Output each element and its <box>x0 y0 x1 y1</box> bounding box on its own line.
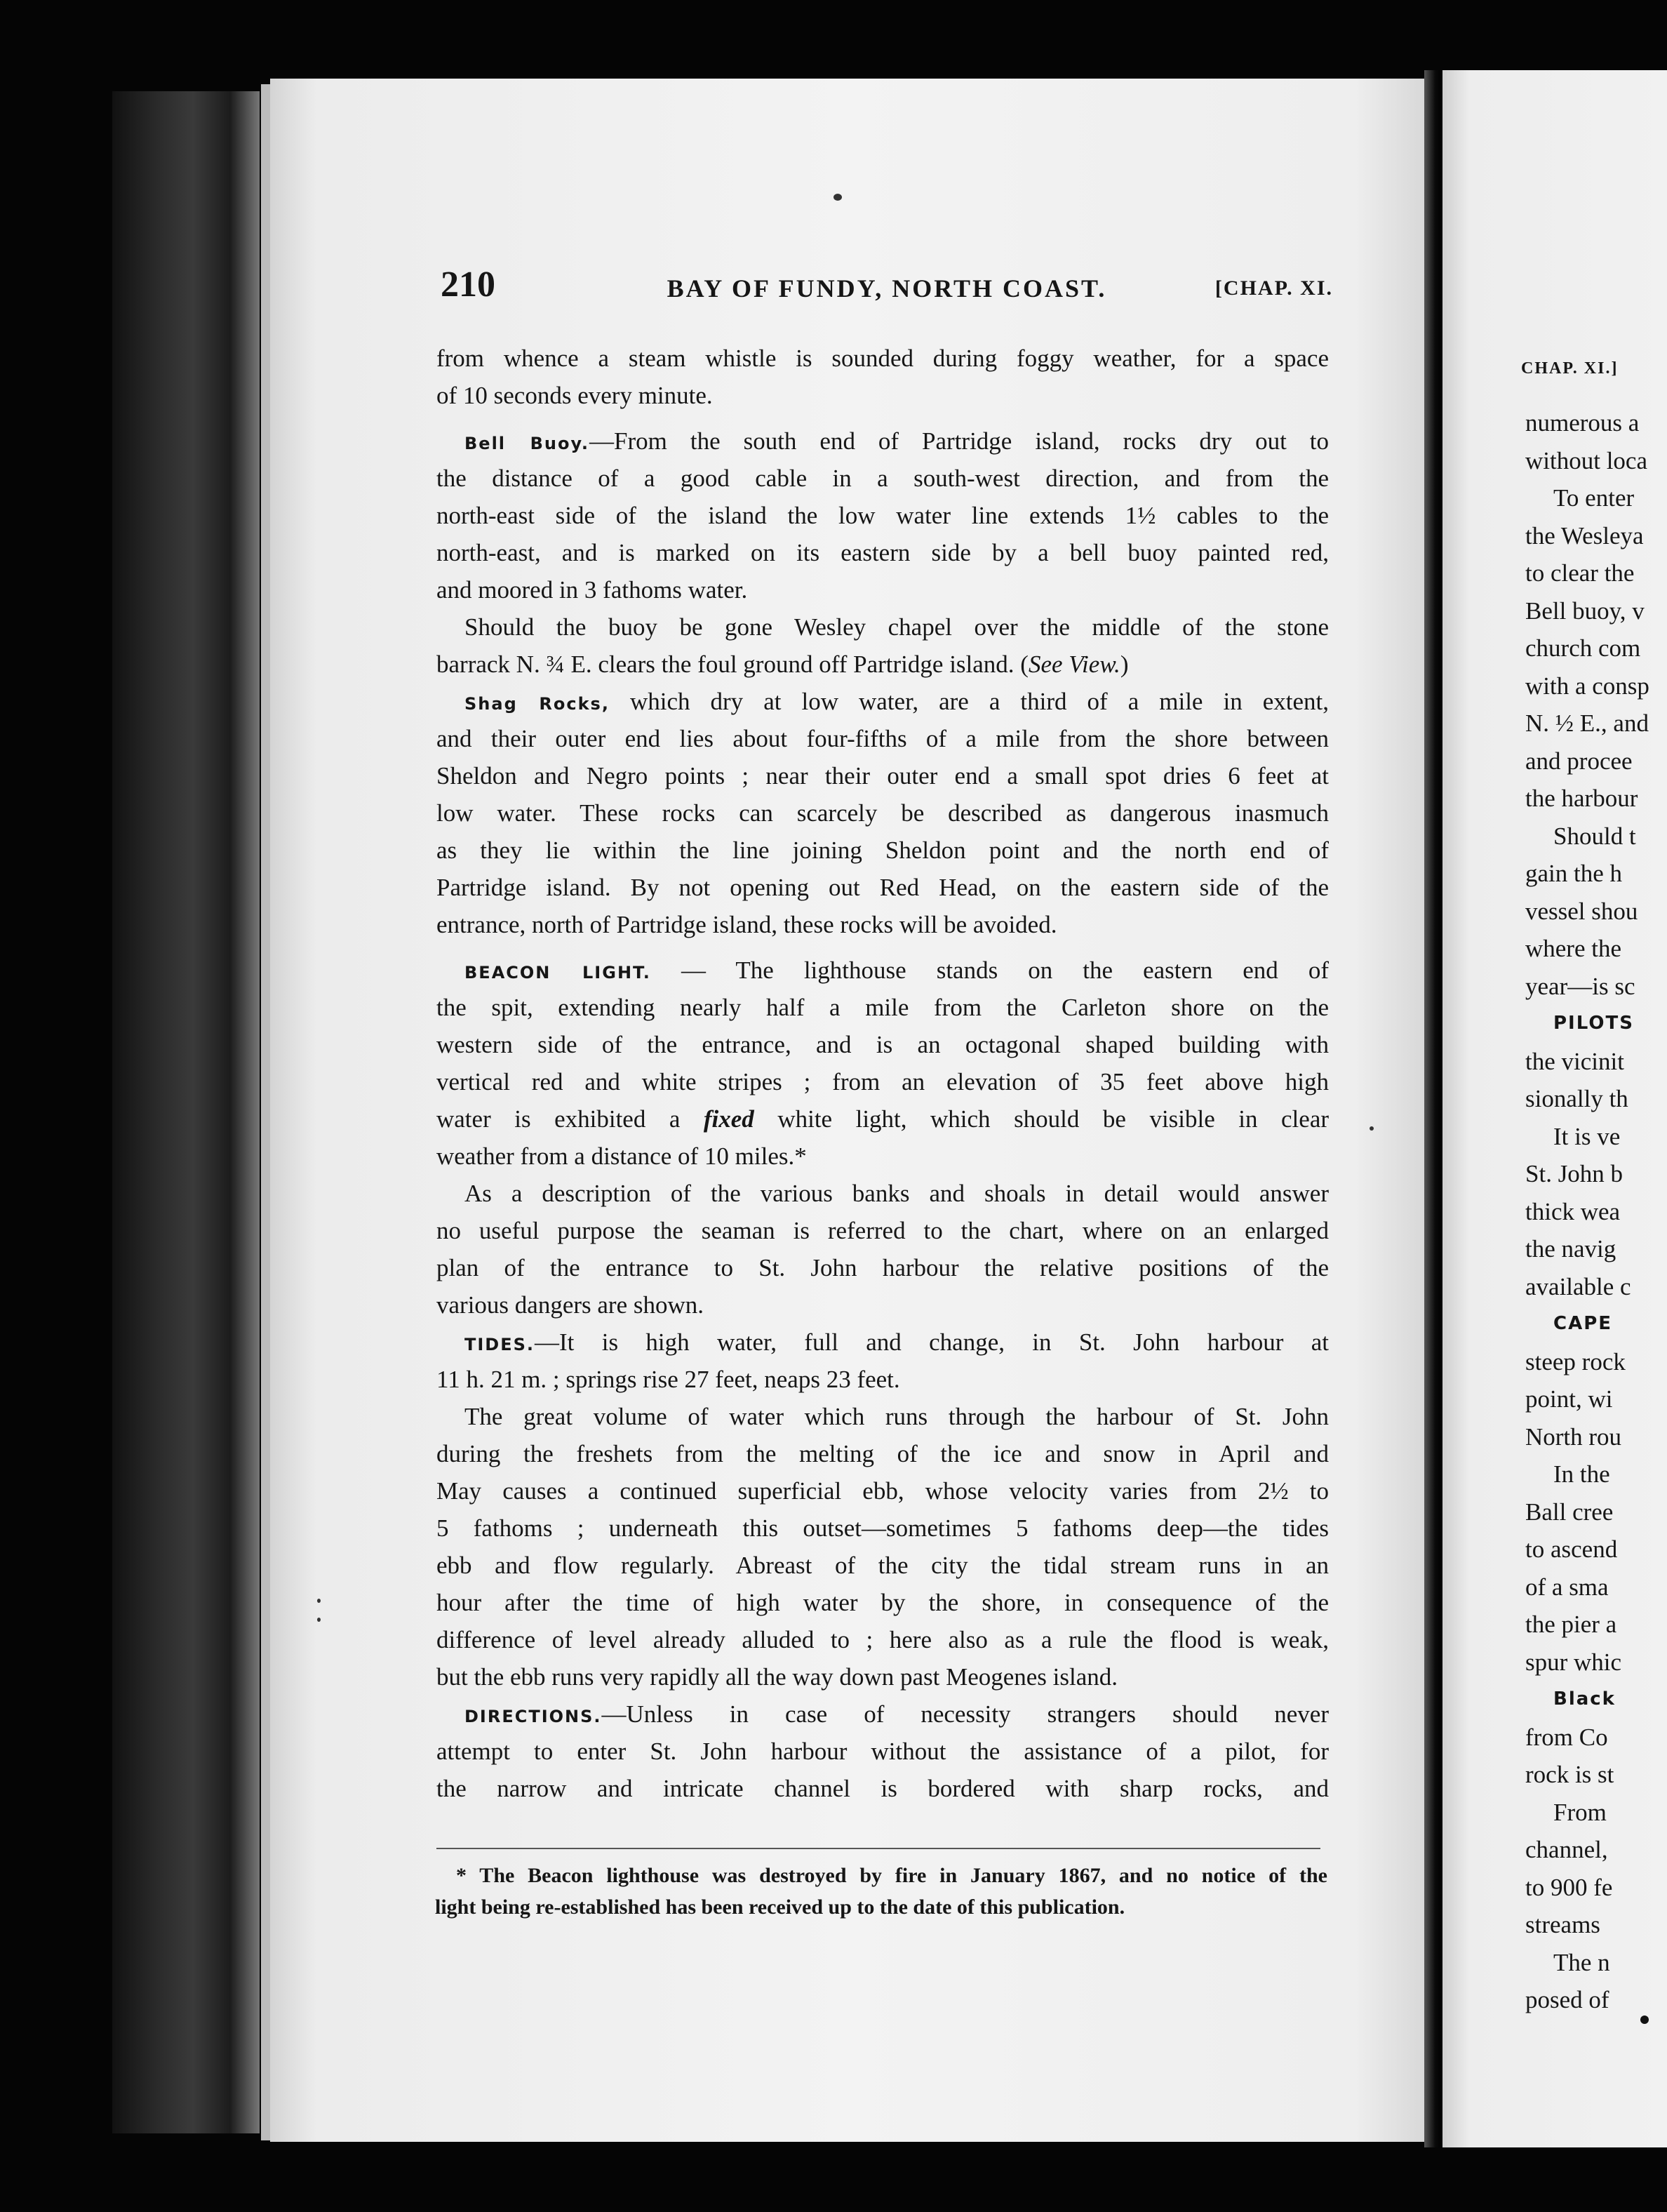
text-line: no useful purpose the seaman is referred to the chart, where on an enlarged <box>436 1217 1329 1244</box>
text-line: 11 h. 21 m. ; springs rise 27 feet, neaps 23 feet. <box>436 1366 900 1393</box>
right-line: St. John b <box>1525 1160 1624 1187</box>
book-gutter <box>1424 70 1442 2147</box>
text-line: TIDES.—It is high water, full and change, in St. John harbour at <box>464 1328 1329 1356</box>
right-line: North rou <box>1525 1423 1622 1451</box>
right-line: year—is sc <box>1525 972 1635 1000</box>
section-heading-beacon-light: BEACON LIGHT. <box>464 963 651 982</box>
footnote-line: light being re-established has been received up to the date of this publication. <box>435 1895 1125 1919</box>
text-line: attempt to enter St. John harbour without the assistance of a pilot, for <box>436 1738 1329 1765</box>
right-line: to 900 fe <box>1525 1873 1613 1901</box>
right-line: To enter <box>1553 484 1635 512</box>
right-line: From <box>1553 1798 1607 1826</box>
right-line: sionally th <box>1525 1085 1628 1112</box>
text-line: Should the buoy be gone Wesley chapel over the middle of the stone <box>464 613 1329 641</box>
right-page <box>1442 70 1667 2147</box>
right-line: Should t <box>1553 822 1636 850</box>
page-number: 210 <box>441 265 495 305</box>
text-line: various dangers are shown. <box>436 1291 704 1319</box>
right-line: posed of <box>1525 1986 1609 2013</box>
text-line: from whence a steam whistle is sounded during foggy weather, for a space <box>436 345 1329 372</box>
right-line: The n <box>1553 1948 1610 1976</box>
text-line: western side of the entrance, and is an octagonal shaped building with <box>436 1031 1329 1058</box>
right-line: and procee <box>1525 747 1633 775</box>
right-line: the vicinit <box>1525 1047 1624 1075</box>
page-header <box>441 264 1333 306</box>
text-line: north-east, and is marked on its eastern side by a bell buoy painted red, <box>436 539 1329 566</box>
text-line: difference of level already alluded to ; here also as a rule the flood is weak, <box>436 1626 1329 1653</box>
text-line: vertical red and white stripes ; from an elevation of 35 feet above high <box>436 1068 1329 1095</box>
text-line: water is exhibited a fixed white light, which should be visible in clear <box>436 1105 1329 1133</box>
right-line: rock is st <box>1525 1761 1614 1788</box>
right-line: church com <box>1525 634 1641 662</box>
text-line: Partridge island. By not opening out Red Head, on the eastern side of the <box>436 874 1329 901</box>
text-line: hour after the time of high water by the shore, in consequence of the <box>436 1589 1329 1616</box>
right-line: from Co <box>1525 1723 1608 1751</box>
right-line: the pier a <box>1525 1611 1617 1638</box>
right-line: streams <box>1525 1911 1600 1938</box>
text-line: and their outer end lies about four-fifths of a mile from the shore between <box>436 725 1329 752</box>
right-line: N. ½ E., and <box>1525 709 1649 737</box>
right-line: Ball cree <box>1525 1498 1614 1526</box>
text-line: low water. These rocks can scarcely be described as dangerous inasmuch <box>436 799 1329 827</box>
right-line: the harbour <box>1525 785 1638 812</box>
scan-speck <box>1640 2016 1649 2024</box>
text-line: May causes a continued superficial ebb, whose velocity varies from 2½ to <box>436 1477 1329 1505</box>
right-line: channel, <box>1525 1836 1608 1863</box>
text-line: the spit, extending nearly half a mile from the Carleton shore on the <box>436 994 1329 1021</box>
text-line: the narrow and intricate channel is bordered with sharp rocks, and <box>436 1775 1329 1802</box>
right-line: spur whic <box>1525 1648 1622 1676</box>
right-line: with a consp <box>1525 672 1649 700</box>
right-line: numerous a <box>1525 409 1640 437</box>
body-text <box>436 340 1329 1807</box>
text-line: As a description of the various banks and shoals in detail would answer <box>464 1180 1329 1207</box>
scan-speck <box>834 194 842 201</box>
right-page-text <box>1525 404 1667 2019</box>
text-line: weather from a distance of 10 miles.* <box>436 1142 807 1170</box>
text-line: but the ebb runs very rapidly all the way down past Meogenes island. <box>436 1663 1118 1691</box>
section-heading-bell-buoy: Bell Buoy. <box>464 434 590 453</box>
section-heading-tides: TIDES. <box>464 1335 535 1354</box>
text-line: The great volume of water which runs through the harbour of St. John <box>464 1403 1329 1430</box>
chapter-tag: [CHAP. XI. <box>1214 276 1333 300</box>
text-line: of 10 seconds every minute. <box>436 382 713 409</box>
right-line: of a sma <box>1525 1573 1609 1601</box>
italic-see-view: See View. <box>1028 651 1120 678</box>
text-line: Bell Buoy.—From the south end of Partridge island, rocks dry out to <box>464 427 1329 455</box>
scan-speck <box>317 1618 321 1622</box>
footnote <box>435 1860 1327 1923</box>
right-line: to ascend <box>1525 1535 1618 1563</box>
right-line: point, wi <box>1525 1385 1613 1413</box>
right-line: steep rock <box>1525 1347 1626 1375</box>
text-line: BEACON LIGHT. — The lighthouse stands on the eastern end of <box>464 957 1329 984</box>
right-line: Bell buoy, v <box>1525 597 1645 625</box>
text-line: ebb and flow regularly. Abreast of the city the tidal stream runs in an <box>436 1552 1329 1579</box>
right-line: Black <box>1553 1688 1616 1710</box>
text-line: barrack N. ¾ E. clears the foul ground off Partridge island. (See View.) <box>436 651 1129 678</box>
right-line: CAPE <box>1553 1313 1613 1334</box>
text-line: 5 fathoms ; underneath this outset—sometimes 5 fathoms deep—the tides <box>436 1514 1329 1542</box>
text-line: DIRECTIONS.—Unless in case of necessity strangers should never <box>464 1700 1329 1728</box>
right-line: vessel shou <box>1525 897 1638 925</box>
text-line: Shag Rocks, which dry at low water, are a third of a mile in extent, <box>464 688 1329 715</box>
right-line: where the <box>1525 935 1622 962</box>
section-heading-shag-rocks: Shag Rocks, <box>464 694 610 714</box>
text-line: plan of the entrance to St. John harbour the relative positions of the <box>436 1254 1329 1281</box>
right-page-chapter: CHAP. XI.] <box>1521 359 1619 378</box>
right-line: to clear the <box>1525 559 1635 587</box>
section-heading-directions: DIRECTIONS. <box>464 1707 602 1726</box>
right-line: In the <box>1553 1460 1610 1488</box>
right-line: the Wesleya <box>1525 521 1644 549</box>
text-line: during the freshets from the melting of the ice and snow in April and <box>436 1440 1329 1467</box>
footnote-rule <box>436 1848 1320 1849</box>
text-line: and moored in 3 fathoms water. <box>436 576 748 604</box>
right-line: available c <box>1525 1272 1631 1300</box>
text-line: Sheldon and Negro points ; near their outer end a small spot dries 6 feet at <box>436 762 1329 789</box>
right-line: without loca <box>1525 446 1647 474</box>
running-title: BAY OF FUNDY, NORTH COAST. <box>667 274 1107 302</box>
book-binding <box>112 91 260 2133</box>
text-line: north-east side of the island the low water line extends 1½ cables to the <box>436 502 1329 529</box>
italic-fixed: fixed <box>703 1105 754 1133</box>
right-line: gain the h <box>1525 860 1623 887</box>
right-line: thick wea <box>1525 1197 1621 1225</box>
text-line: as they lie within the line joining Sheldon point and the north end of <box>436 837 1329 864</box>
right-line: It is ve <box>1553 1122 1621 1150</box>
scan-speck <box>1370 1126 1374 1131</box>
footnote-line: * The Beacon lighthouse was destroyed by fire in January 1867, and no notice of the <box>456 1864 1327 1887</box>
text-line: entrance, north of Partridge island, these rocks will be avoided. <box>436 911 1057 938</box>
right-line: PILOTS <box>1553 1013 1634 1034</box>
scan-speck <box>317 1599 321 1603</box>
right-line: the navig <box>1525 1235 1616 1262</box>
text-line: the distance of a good cable in a south-west direction, and from the <box>436 465 1329 492</box>
